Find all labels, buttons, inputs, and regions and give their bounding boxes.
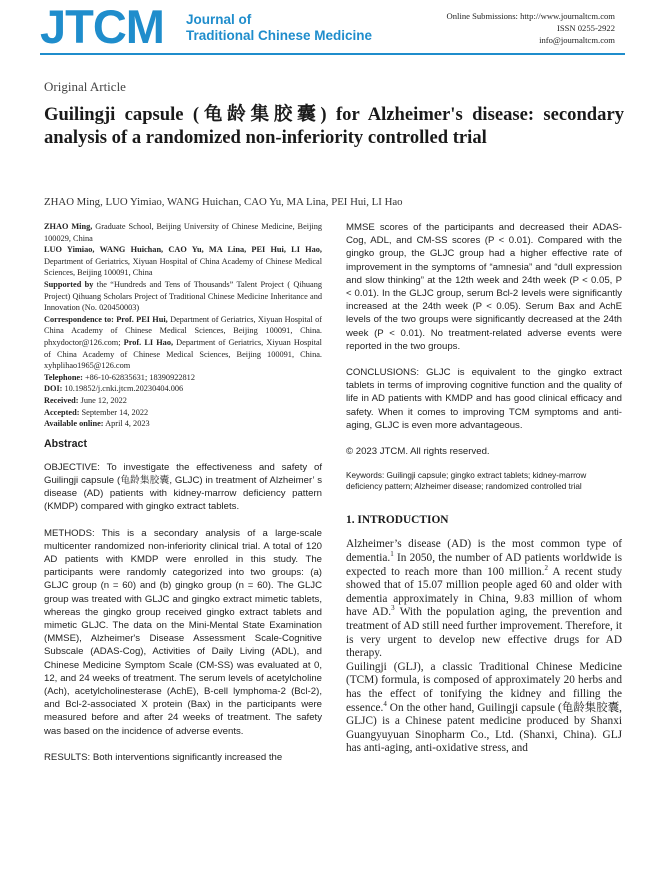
accepted-label: Accepted: <box>44 407 80 417</box>
left-column <box>44 221 322 764</box>
funding-text: the “Hundreds and Tens of Thousands” Talent Project ( Qihuang Project) Qihuang Scholars Project of Traditional Chinese Medicine Inheritance and Innovation (No. 020450003) <box>44 279 322 313</box>
article-type: Original Article <box>44 79 126 94</box>
intro-p2-text-a: Guilingji (GLJ), a classic Traditional Chinese Medicine (TCM) formula, is composed of approximately 20 herbs and has the effect of tonifying the kidney and filling the essence. <box>346 660 622 714</box>
correspondence-text-2: Department of Geriatrics, Xiyuan Hospital of China Academy of Chinese Medical Sciences, Beijing 100091, China. xyhplihao1965@126.com <box>44 337 322 371</box>
intro-p2-text-b: On the other hand, Guilingji capsule (龟龄集胶囊, GLJC) is a Chinese patent medicine produced by Shanxi Guangyuyuan Sinopharm Co., Ltd. (Shanxi, China). GLJ has anti-aging, anti-oxidative stress, and <box>346 701 622 755</box>
journal-name-line1: Journal of <box>186 12 252 27</box>
affiliation-2-name: LUO Yimiao, WANG Huichan, CAO Yu, MA Lina, PEI Hui, LI Hao, <box>44 245 322 255</box>
email-line: info@journaltcm.com <box>539 35 615 45</box>
article-title: Guilingji capsule (龟龄集胶囊) for Alzheimer's disease: secondary analysis of a randomized non-inferiority controlled trial <box>44 104 624 148</box>
accepted-date <box>44 407 322 419</box>
online-date <box>44 418 322 430</box>
journal-logo: JTCM <box>40 0 164 53</box>
correspondence-label: Correspondence to: Prof. PEI Hui, <box>44 314 168 324</box>
online-value: April 4, 2023 <box>103 419 150 429</box>
abstract-results-start: RESULTS: Both interventions significantly increased the <box>44 751 283 763</box>
received-label: Received: <box>44 395 79 405</box>
doi-value: 10.19852/j.cnki.jtcm.20230404.006 <box>62 384 184 394</box>
abstract-heading: Abstract <box>44 437 87 450</box>
doi <box>44 383 322 395</box>
affiliation-2 <box>44 244 322 279</box>
intro-p1-text-a: Alzheimer’s disease (AD) is the most common type of dementia. <box>346 538 622 565</box>
correspondence-label-2: Prof. LI Hao, <box>123 337 174 347</box>
citation-4: 4 <box>383 699 387 708</box>
telephone-label: Telephone: <box>44 372 83 382</box>
copyright: © 2023 JTCM. All rights reserved. <box>346 446 490 458</box>
section-heading-introduction: 1. INTRODUCTION <box>346 514 449 527</box>
keywords: Keywords: Guilingji capsule; gingko extract tablets; kidney-marrow deficiency pattern; Alzheimer disease; randomized controlled trial <box>346 471 587 492</box>
affiliation-1-name: ZHAO Ming, <box>44 222 93 231</box>
intro-p1-text-b: In 2050, the number of AD patients worldwide is expected to reach more than 100 million. <box>346 552 622 578</box>
online-label: Available online: <box>44 419 104 429</box>
affiliation-1-text: Graduate School, Beijing University of Chinese Medicine, Beijing 100029, China <box>44 222 322 243</box>
abstract-conclusions: CONCLUSIONS: GLJC is equivalent to the gingko extract tablets in terms of improving cognitive function and the quality of life in AD patients with KMDP and has good clinical efficacy and safety. When it comes to improving TCM symptoms and anti-aging, GLJC is even more advantageous. <box>346 367 622 431</box>
right-column <box>346 221 622 756</box>
intro-paragraph-2 <box>346 661 622 756</box>
telephone <box>44 372 322 384</box>
article-info <box>44 221 322 430</box>
received-value: June 12, 2022 <box>78 395 127 405</box>
affiliation-1 <box>44 221 322 244</box>
intro-p1-text-c: A recent study showed that of 15.07 million people aged 60 and older with dementia approximately in China, 9.83 million of whom have AD. <box>346 565 622 619</box>
citation-2: 2 <box>544 563 548 572</box>
funding-label: Supported by <box>44 279 94 289</box>
received-date <box>44 395 322 407</box>
journal-name-line2: Traditional Chinese Medicine <box>186 28 373 43</box>
journal-header <box>0 0 665 56</box>
telephone-value: +86-10-62835631; 18390922812 <box>82 372 195 382</box>
intro-p1-text-d: With the population aging, the prevention and treatment of AD still need further improvement. Therefore, it is very urgent to develop new effective drugs for AD therapy. <box>346 606 622 660</box>
journal-name <box>186 12 372 44</box>
submissions-line: Online Submissions: http://www.journaltcm.com <box>446 11 615 21</box>
accepted-value: September 14, 2022 <box>79 407 149 417</box>
funding <box>44 279 322 314</box>
issn-line: ISSN 0255-2922 <box>556 23 615 33</box>
correspondence <box>44 314 322 372</box>
doi-label: DOI: <box>44 384 63 394</box>
article-authors: ZHAO Ming, LUO Yimiao, WANG Huichan, CAO Yu, MA Lina, PEI Hui, LI Hao <box>44 196 403 208</box>
header-rule <box>40 53 625 55</box>
citation-3: 3 <box>391 604 395 613</box>
abstract-results-continued: MMSE scores of the participants and decreased their ADAS-Cog, ADL, and CM-SS scores (P < 0.01). Compared with the gingko group, the GLJC group had a higher effective rate of improvement in the symptoms of “amnesia” and “dull expression and slow thinking” at the 12th week and 24th week (P < 0.05, P < 0.01). In the GLJC group, serum Bcl-2 levels were significantly increased at the 24th week (P < 0.05). Serum Bax and AchE levels of the two groups were significantly decreased at the 24th week (P < 0.01). No treatment-related adverse events were reported in the two groups. <box>346 222 622 352</box>
abstract-objective: OBJECTIVE: To investigate the effectiveness and safety of Guilingji capsule (龟龄集胶囊, GLJC) in treatment of Alzheimer’ s disease (AD) patients with kidney-marrow deficiency pattern (KMDP) compared with gingko extract tablets. <box>44 461 322 513</box>
intro-paragraph-1 <box>346 538 622 660</box>
journal-contact <box>447 10 615 46</box>
citation-1: 1 <box>390 550 394 559</box>
correspondence-text-1: Department of Geriatrics, Xiyuan Hospital of China Academy of Chinese Medical Sciences, Beijing 100091, China. phxydoctor@126.com; <box>44 314 322 347</box>
affiliation-2-text: Department of Geriatrics, Xiyuan Hospital of China Academy of Chinese Medical Sciences, Beijing 100091, China <box>44 256 322 278</box>
abstract-methods: METHODS: This is a secondary analysis of a large-scale multicenter randomized non-inferiority clinical trial. A total of 120 AD patients with KMDP were enrolled in this study. The participants were randomly categorized into two groups: (a) GLJC group (n = 60) and (b) gingko group (n = 60). The GLJC group was treated with GLJC and gingko extract mimetic tablets, whereas the gingko group received gingko extract tablets and mimetic GLJC. The data on the Mini-Mental State Examination (MMSE), Alzheimer's Disease Assessment Scale-Cognitive Subscale (ADAS-Cog), Activities of Daily Living (ADL), and Chinese Medicine Symptom Scale (CM-SS) was evaluated at 0, 12, and 24 weeks of treatment. The serum levels of acetylcholine (Ach), acetylcholinesterase (AchE), B-cell lymphoma-2 (Bcl-2), and Bcl-2-associated X protein (Bax) in the participants were measured before and after 24 weeks of treatment. The safety was based on the incidence of adverse events. <box>44 527 322 737</box>
